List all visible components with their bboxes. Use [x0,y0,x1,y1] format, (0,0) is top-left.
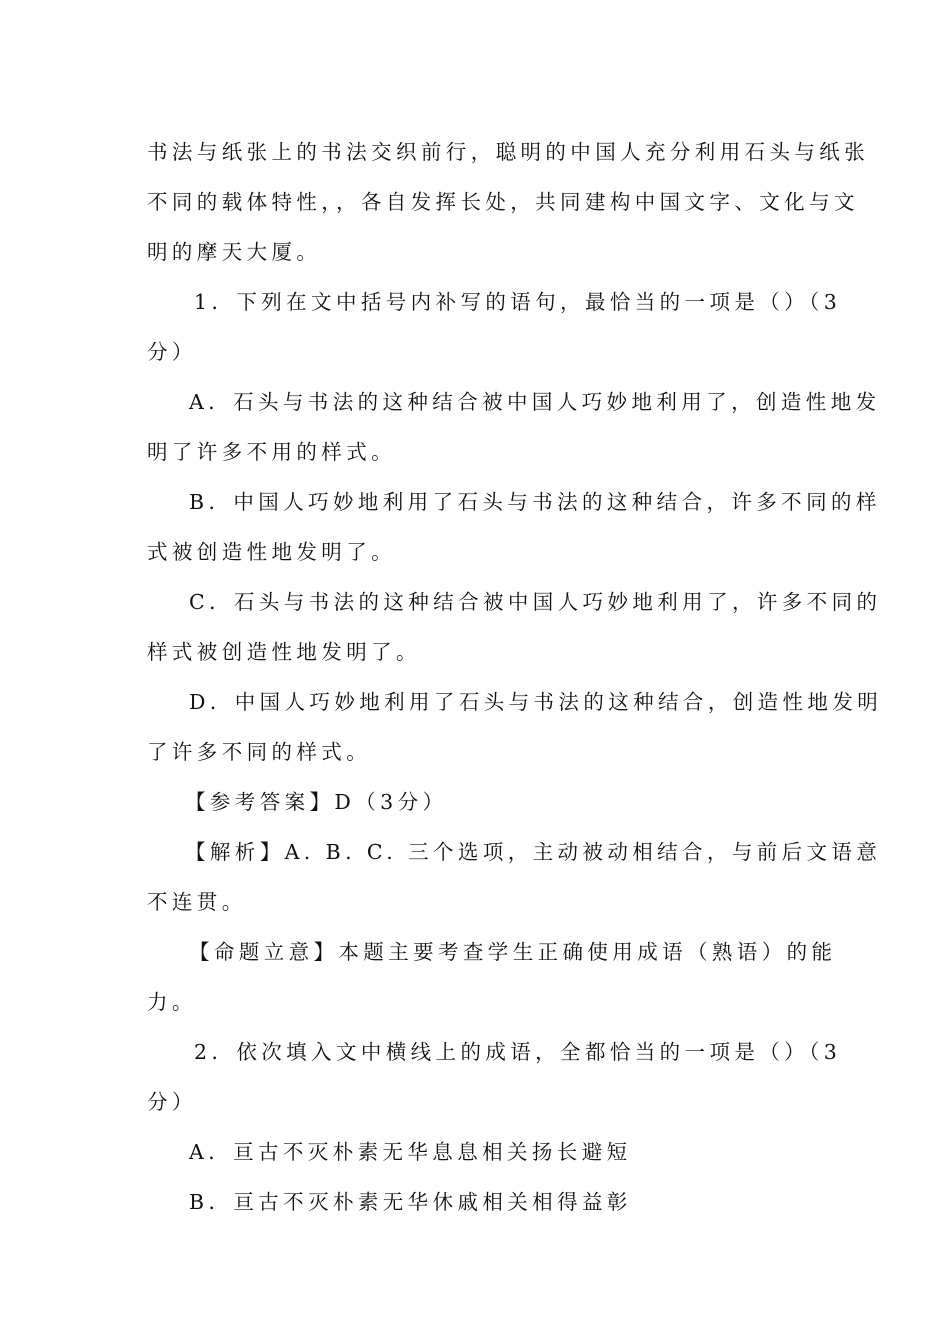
paragraph-line: 明的摩天大厦。 [147,240,322,264]
option-b: B．中国人巧妙地利用了石头与书法的这种结合，许多不同的样 [189,490,881,514]
option-a: A．石头与书法的这种结合被中国人巧妙地利用了，创造性地发 [189,390,881,414]
option-a-continued: 明了许多不用的样式。 [147,440,396,464]
option-c: C．石头与书法的这种结合被中国人巧妙地利用了，许多不同的 [189,590,882,614]
document-body [147,132,883,1232]
question-2-stem-continued: 分） [147,1090,197,1114]
question-2-option-a: A．亘古不灭朴素无华息息相关扬长避短 [189,1140,632,1164]
paragraph-line: 不同的载体特性，，各自发挥长处，共同建构中国文字、文化与文 [147,190,859,214]
question-2-option-b: B．亘古不灭朴素无华休戚相关相得益彰 [189,1190,632,1214]
paragraph-line: 书法与纸张上的书法交织前行，聪明的中国人充分利用石头与纸张 [147,140,870,164]
question-2-stem: 2．依次填入文中横线上的成语，全都恰当的一项是（）（3 [194,1040,842,1064]
option-b-continued: 式被创造性地发明了。 [147,540,396,564]
option-d-continued: 了许多不同的样式。 [147,740,372,764]
option-c-continued: 样式被创造性地发明了。 [147,640,421,664]
reference-answer: 【参考答案】D（3分） [185,790,448,814]
question-1-stem: 1．下列在文中括号内补写的语句，最恰当的一项是（）（3 [194,290,842,314]
question-intent-continued: 力。 [147,990,197,1014]
analysis-continued: 不连贯。 [147,890,247,914]
question-1-stem-continued: 分） [147,340,197,364]
question-intent: 【命题立意】本题主要考查学生正确使用成语（熟语）的能 [189,940,837,964]
analysis: 【解析】A. B. C. 三个选项，主动被动相结合，与前后文语意 [185,840,882,864]
option-d: D．中国人巧妙地利用了石头与书法的这种结合，创造性地发明 [189,690,883,714]
